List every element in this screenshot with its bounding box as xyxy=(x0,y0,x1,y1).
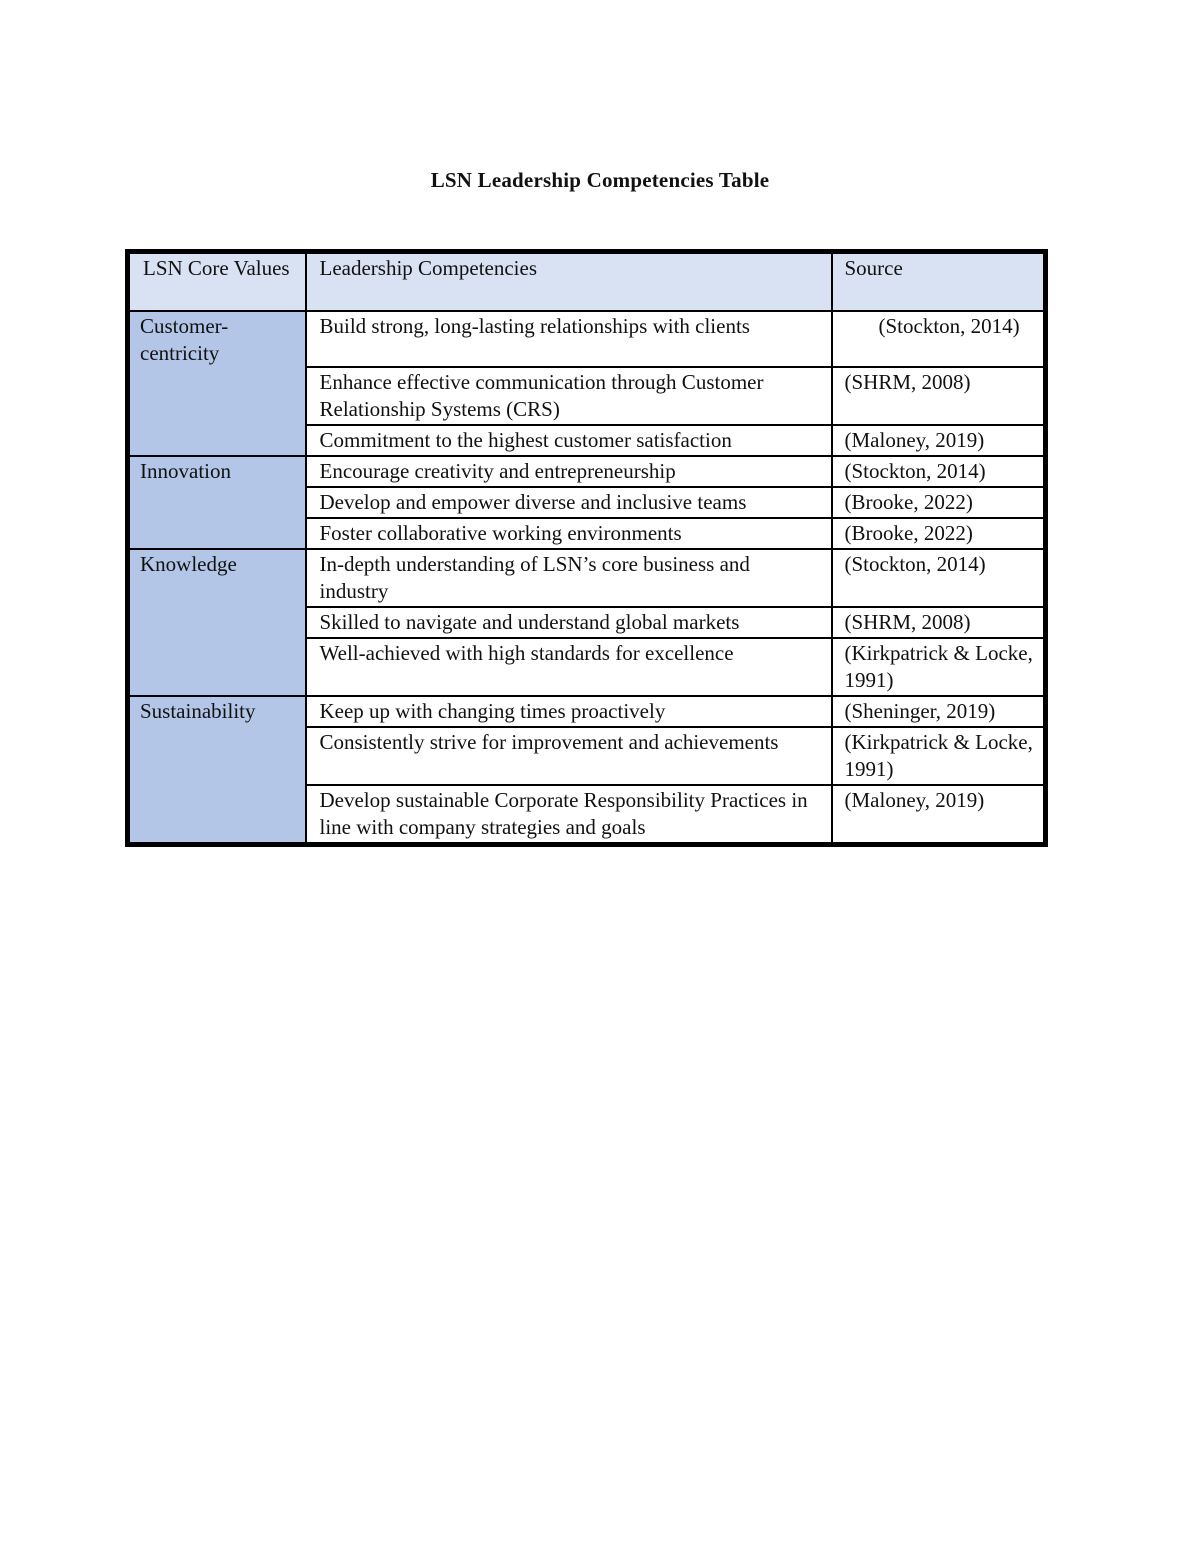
competency-cell: Skilled to navigate and understand global markets xyxy=(306,607,832,638)
competency-cell: Encourage creativity and entrepreneurship xyxy=(306,456,832,487)
header-leadership-competencies: Leadership Competencies xyxy=(306,252,832,312)
source-cell: (Kirkpatrick & Locke, 1991) xyxy=(832,638,1046,696)
competency-cell: Keep up with changing times proactively xyxy=(306,696,832,727)
source-cell: (SHRM, 2008) xyxy=(832,367,1046,425)
table-row xyxy=(128,549,1046,607)
source-cell: (Maloney, 2019) xyxy=(832,425,1046,456)
source-cell: (Stockton, 2014) xyxy=(832,456,1046,487)
table-row xyxy=(128,696,1046,727)
core-value-cell: Customer-centricity xyxy=(128,311,306,456)
source-cell: (SHRM, 2008) xyxy=(832,607,1046,638)
competency-cell: Develop sustainable Corporate Responsibility Practices in line with company strategies and goals xyxy=(306,785,832,845)
competency-cell: Commitment to the highest customer satisfaction xyxy=(306,425,832,456)
competency-cell: Develop and empower diverse and inclusive teams xyxy=(306,487,832,518)
table-row xyxy=(128,311,1046,367)
source-cell: (Maloney, 2019) xyxy=(832,785,1046,845)
competency-cell: Well-achieved with high standards for excellence xyxy=(306,638,832,696)
competencies-table xyxy=(125,249,1048,847)
source-cell: (Sheninger, 2019) xyxy=(832,696,1046,727)
competency-cell: Build strong, long-lasting relationships with clients xyxy=(306,311,832,367)
competency-cell: Enhance effective communication through Customer Relationship Systems (CRS) xyxy=(306,367,832,425)
core-value-cell: Sustainability xyxy=(128,696,306,845)
source-cell: (Kirkpatrick & Locke, 1991) xyxy=(832,727,1046,785)
page-title: LSN Leadership Competencies Table xyxy=(430,168,770,192)
source-cell: (Brooke, 2022) xyxy=(832,487,1046,518)
header-source: Source xyxy=(832,252,1046,312)
table-row xyxy=(128,456,1046,487)
source-cell: (Stockton, 2014) xyxy=(832,549,1046,607)
table-header-row xyxy=(128,252,1046,312)
competency-cell: Consistently strive for improvement and achievements xyxy=(306,727,832,785)
core-value-cell: Knowledge xyxy=(128,549,306,696)
source-cell: (Brooke, 2022) xyxy=(832,518,1046,549)
competency-cell: In-depth understanding of LSN’s core business and industry xyxy=(306,549,832,607)
competency-cell: Foster collaborative working environments xyxy=(306,518,832,549)
source-cell: (Stockton, 2014) xyxy=(832,311,1046,367)
header-core-values: LSN Core Values xyxy=(128,252,306,312)
core-value-cell: Innovation xyxy=(128,456,306,549)
